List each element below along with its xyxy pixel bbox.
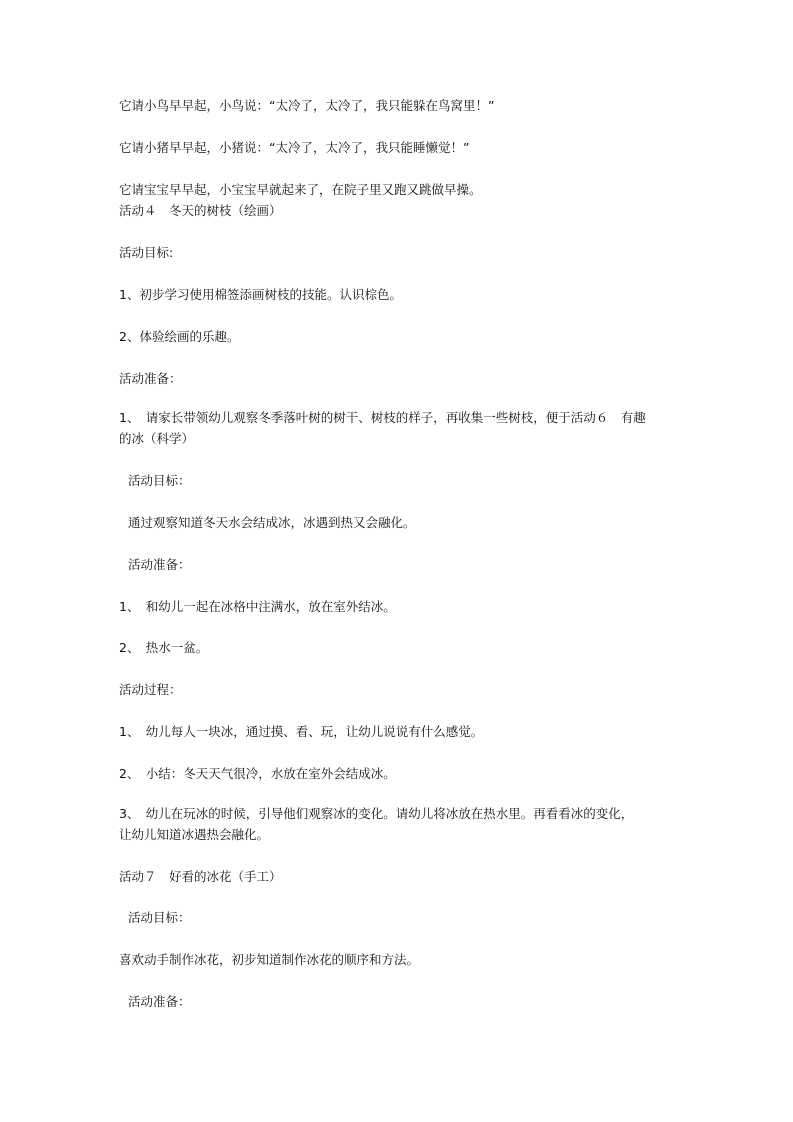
activity-4-goals-label: 活动目标: [119,245,174,260]
activity-6-process-3: 3、 幼儿在玩冰的时候，引导他们观察冰的变化。请幼儿将冰放在热水里。再看看冰的变化， [119,806,634,821]
activity-4-goal-1: 1、初步学习使用棉签添画树枝的技能。认识棕色。 [119,287,402,302]
activity-6-goals-label: 活动目标： [128,473,191,488]
activity-7-goals-label: 活动目标： [128,910,191,925]
activity-6-heading-continued: 的冰（科学） [119,431,195,446]
activity-6-process-3-continued: 让幼儿知道冰遇热会融化。 [119,827,270,842]
activity-7-goal: 喜欢动手制作冰花，初步知道制作冰花的顺序和方法。 [119,952,420,967]
paragraph-pig: 它请小猪早早起，小猪说：“太冷了，太冷了，我只能睡懒觉！” [119,140,470,155]
activity-7-prep-label: 活动准备： [128,994,191,1009]
activity-6-process-2: 2、 小结：冬天天气很冷，水放在室外会结成冰。 [119,766,396,781]
activity-4-heading: 活动４ 冬天的树枝（绘画） [119,203,282,218]
activity-4-prep-label: 活动准备： [119,371,182,386]
activity-4-prep-1: 1、 请家长带领幼儿观察冬季落叶树的树干、树枝的样子，再收集一些树枝，便于活动６ 有趣 [119,410,646,425]
paragraph-bird: 它请小鸟早早起，小鸟说：“太冷了，太冷了，我只能躲在鸟窝里！” [119,98,495,113]
activity-6-prep-2: 2、 热水一盆。 [119,640,209,655]
activity-7-heading: 活动７ 好看的冰花（手工） [119,869,282,884]
paragraph-baby: 它请宝宝早早起，小宝宝早就起来了，在院子里又跑又跳做早操。 [119,182,482,197]
activity-6-goal: 通过观察知道冬天水会结成冰，冰遇到热又会融化。 [128,515,416,530]
activity-6-process-1: 1、 幼儿每人一块冰，通过摸、看、玩，让幼儿说说有什么感觉。 [119,724,484,739]
activity-6-process-label: 活动过程： [119,682,182,697]
activity-4-goal-2: 2、体验绘画的乐趣。 [119,329,240,344]
activity-6-prep-label: 活动准备： [128,557,191,572]
activity-6-prep-1: 1、 和幼儿一起在冰格中注满水，放在室外结冰。 [119,599,396,614]
